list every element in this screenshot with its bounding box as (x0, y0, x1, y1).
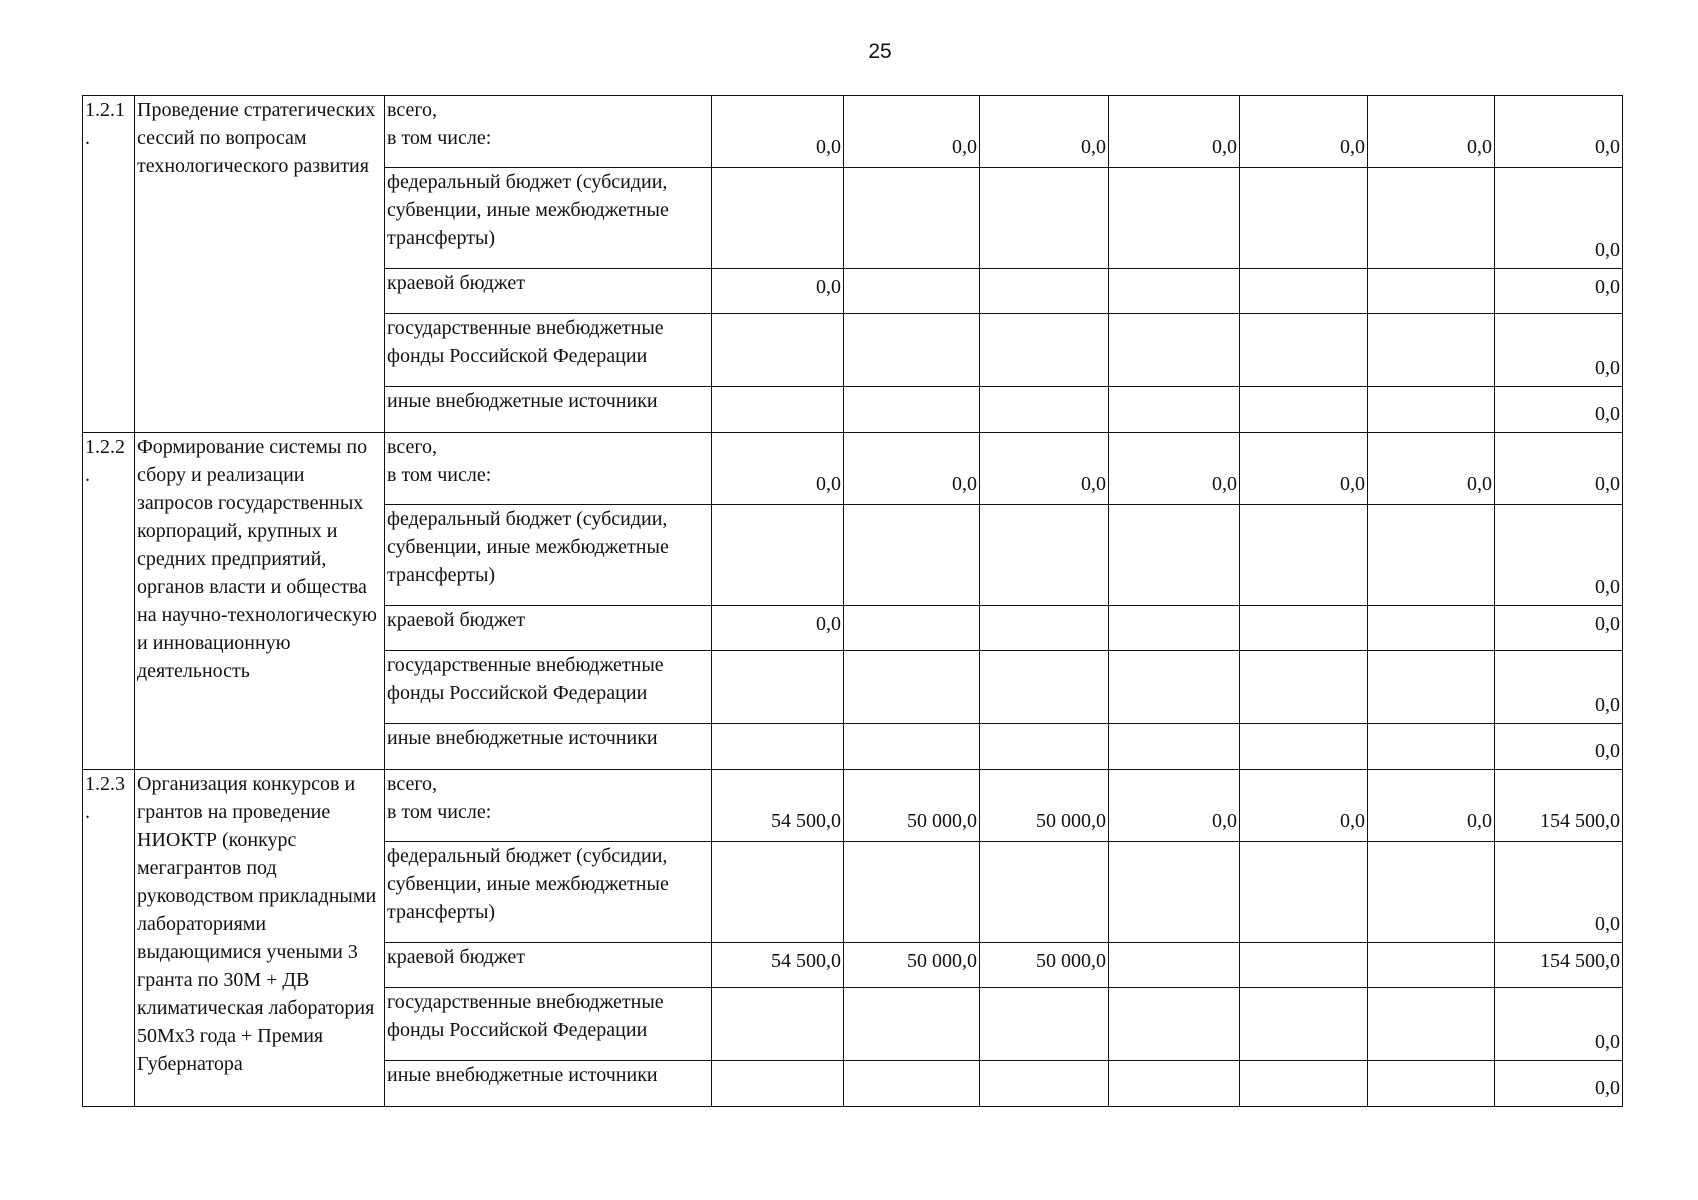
value-cell: 0,0 (1495, 606, 1623, 651)
item-code: 1.2.3 . (83, 770, 135, 1107)
value-cell (712, 651, 844, 724)
value-cell: 0,0 (1495, 1061, 1623, 1107)
value-cell (1368, 387, 1495, 433)
value-cell (980, 387, 1109, 433)
value-cell: 0,0 (1495, 433, 1623, 505)
value-cell (712, 314, 844, 387)
funding-source-other-sources: иные внебюджетные источники (385, 387, 712, 433)
value-cell: 0,0 (1109, 96, 1240, 168)
value-cell (1109, 724, 1240, 770)
value-cell: 0,0 (1495, 724, 1623, 770)
value-cell (1109, 168, 1240, 269)
value-cell: 0,0 (712, 96, 844, 168)
value-cell: 0,0 (1240, 770, 1368, 842)
value-cell: 154 500,0 (1495, 770, 1623, 842)
value-cell (1368, 505, 1495, 606)
value-cell (1368, 269, 1495, 314)
value-cell: 54 500,0 (712, 770, 844, 842)
value-cell (844, 387, 980, 433)
value-cell (844, 314, 980, 387)
value-cell: 0,0 (1495, 168, 1623, 269)
value-cell: 0,0 (1495, 96, 1623, 168)
value-cell: 0,0 (1495, 505, 1623, 606)
table-row (83, 433, 1623, 505)
funding-source-regional-budget: краевой бюджет (385, 269, 712, 314)
value-cell: 0,0 (980, 96, 1109, 168)
value-cell (1109, 651, 1240, 724)
value-cell: 0,0 (844, 96, 980, 168)
value-cell (1240, 943, 1368, 988)
value-cell (980, 1061, 1109, 1107)
value-cell (1240, 505, 1368, 606)
value-cell (980, 606, 1109, 651)
table-body (83, 96, 1623, 1107)
value-cell: 0,0 (1495, 842, 1623, 943)
item-name: Формирование системы по сбору и реализации запросов государственных корпораций, крупных и средних предприятий, органов власти и общества на научно-технологическую и инновационную деятельность (135, 433, 385, 770)
funding-source-state-funds: государственные внебюджетные фонды Российской Федерации (385, 651, 712, 724)
value-cell: 0,0 (712, 606, 844, 651)
value-cell: 0,0 (1240, 96, 1368, 168)
value-cell: 0,0 (1495, 387, 1623, 433)
value-cell (1368, 651, 1495, 724)
value-cell: 0,0 (1368, 433, 1495, 505)
value-cell (1109, 842, 1240, 943)
value-cell: 0,0 (1495, 651, 1623, 724)
value-cell (1240, 724, 1368, 770)
value-cell: 0,0 (980, 433, 1109, 505)
value-cell (1240, 988, 1368, 1061)
value-cell (844, 1061, 980, 1107)
item-code: 1.2.1 . (83, 96, 135, 433)
value-cell (1368, 168, 1495, 269)
funding-source-other-sources: иные внебюджетные источники (385, 724, 712, 770)
table-row (83, 96, 1623, 168)
value-cell: 0,0 (712, 269, 844, 314)
value-cell (1240, 606, 1368, 651)
funding-source-state-funds: государственные внебюджетные фонды Российской Федерации (385, 988, 712, 1061)
value-cell (1368, 842, 1495, 943)
value-cell (1109, 505, 1240, 606)
value-cell (844, 269, 980, 314)
value-cell (1368, 988, 1495, 1061)
value-cell (712, 387, 844, 433)
value-cell (844, 168, 980, 269)
item-name: Организация конкурсов и грантов на проведение НИОКТР (конкурс мегагрантов под руководством прикладными лабораториями выдающимися учеными 3 гранта по 30М + ДВ климатическая лаборатория 50Мх3 года + Премия Губернатора (135, 770, 385, 1107)
funding-source-federal-budget: федеральный бюджет (субсидии, субвенции, иные межбюджетные трансферты) (385, 842, 712, 943)
value-cell: 50 000,0 (980, 770, 1109, 842)
value-cell (844, 724, 980, 770)
value-cell (1368, 724, 1495, 770)
value-cell: 50 000,0 (844, 943, 980, 988)
value-cell (980, 842, 1109, 943)
funding-source-total: всего, в том числе: (385, 770, 712, 842)
value-cell (1240, 314, 1368, 387)
value-cell (1240, 387, 1368, 433)
value-cell: 54 500,0 (712, 943, 844, 988)
value-cell (1240, 842, 1368, 943)
funding-source-total: всего, в том числе: (385, 96, 712, 168)
value-cell (712, 842, 844, 943)
item-name: Проведение стратегических сессий по вопросам технологического развития (135, 96, 385, 433)
value-cell: 50 000,0 (844, 770, 980, 842)
item-code: 1.2.2 . (83, 433, 135, 770)
value-cell (1240, 1061, 1368, 1107)
value-cell: 0,0 (1109, 770, 1240, 842)
funding-source-regional-budget: краевой бюджет (385, 943, 712, 988)
value-cell: 0,0 (1495, 269, 1623, 314)
value-cell: 50 000,0 (980, 943, 1109, 988)
value-cell: 0,0 (1368, 770, 1495, 842)
value-cell (844, 651, 980, 724)
value-cell (1240, 269, 1368, 314)
funding-source-federal-budget: федеральный бюджет (субсидии, субвенции, иные межбюджетные трансферты) (385, 168, 712, 269)
value-cell (1368, 943, 1495, 988)
value-cell (980, 168, 1109, 269)
funding-source-state-funds: государственные внебюджетные фонды Российской Федерации (385, 314, 712, 387)
funding-source-federal-budget: федеральный бюджет (субсидии, субвенции, иные межбюджетные трансферты) (385, 505, 712, 606)
value-cell (980, 724, 1109, 770)
value-cell: 0,0 (1368, 96, 1495, 168)
value-cell: 0,0 (1495, 314, 1623, 387)
value-cell: 0,0 (712, 433, 844, 505)
value-cell (1368, 606, 1495, 651)
value-cell: 0,0 (1109, 433, 1240, 505)
value-cell (980, 269, 1109, 314)
value-cell (1368, 314, 1495, 387)
value-cell (712, 505, 844, 606)
page-number: 25 (868, 40, 892, 63)
value-cell (712, 724, 844, 770)
value-cell (844, 988, 980, 1061)
value-cell (980, 314, 1109, 387)
value-cell (712, 988, 844, 1061)
value-cell (1109, 387, 1240, 433)
value-cell (1109, 269, 1240, 314)
value-cell (980, 651, 1109, 724)
value-cell: 0,0 (1495, 988, 1623, 1061)
table-row (83, 770, 1623, 842)
value-cell: 154 500,0 (1495, 943, 1623, 988)
value-cell (1109, 988, 1240, 1061)
value-cell (712, 168, 844, 269)
budget-table (82, 95, 1623, 1107)
value-cell (1240, 168, 1368, 269)
value-cell (1109, 1061, 1240, 1107)
value-cell: 0,0 (1240, 433, 1368, 505)
funding-source-other-sources: иные внебюджетные источники (385, 1061, 712, 1107)
funding-source-total: всего, в том числе: (385, 433, 712, 505)
funding-source-regional-budget: краевой бюджет (385, 606, 712, 651)
value-cell (980, 988, 1109, 1061)
value-cell (844, 505, 980, 606)
value-cell (1109, 943, 1240, 988)
value-cell: 0,0 (844, 433, 980, 505)
value-cell (712, 1061, 844, 1107)
value-cell (1368, 1061, 1495, 1107)
value-cell (844, 842, 980, 943)
value-cell (980, 505, 1109, 606)
value-cell (844, 606, 980, 651)
value-cell (1109, 314, 1240, 387)
value-cell (1109, 606, 1240, 651)
value-cell (1240, 651, 1368, 724)
